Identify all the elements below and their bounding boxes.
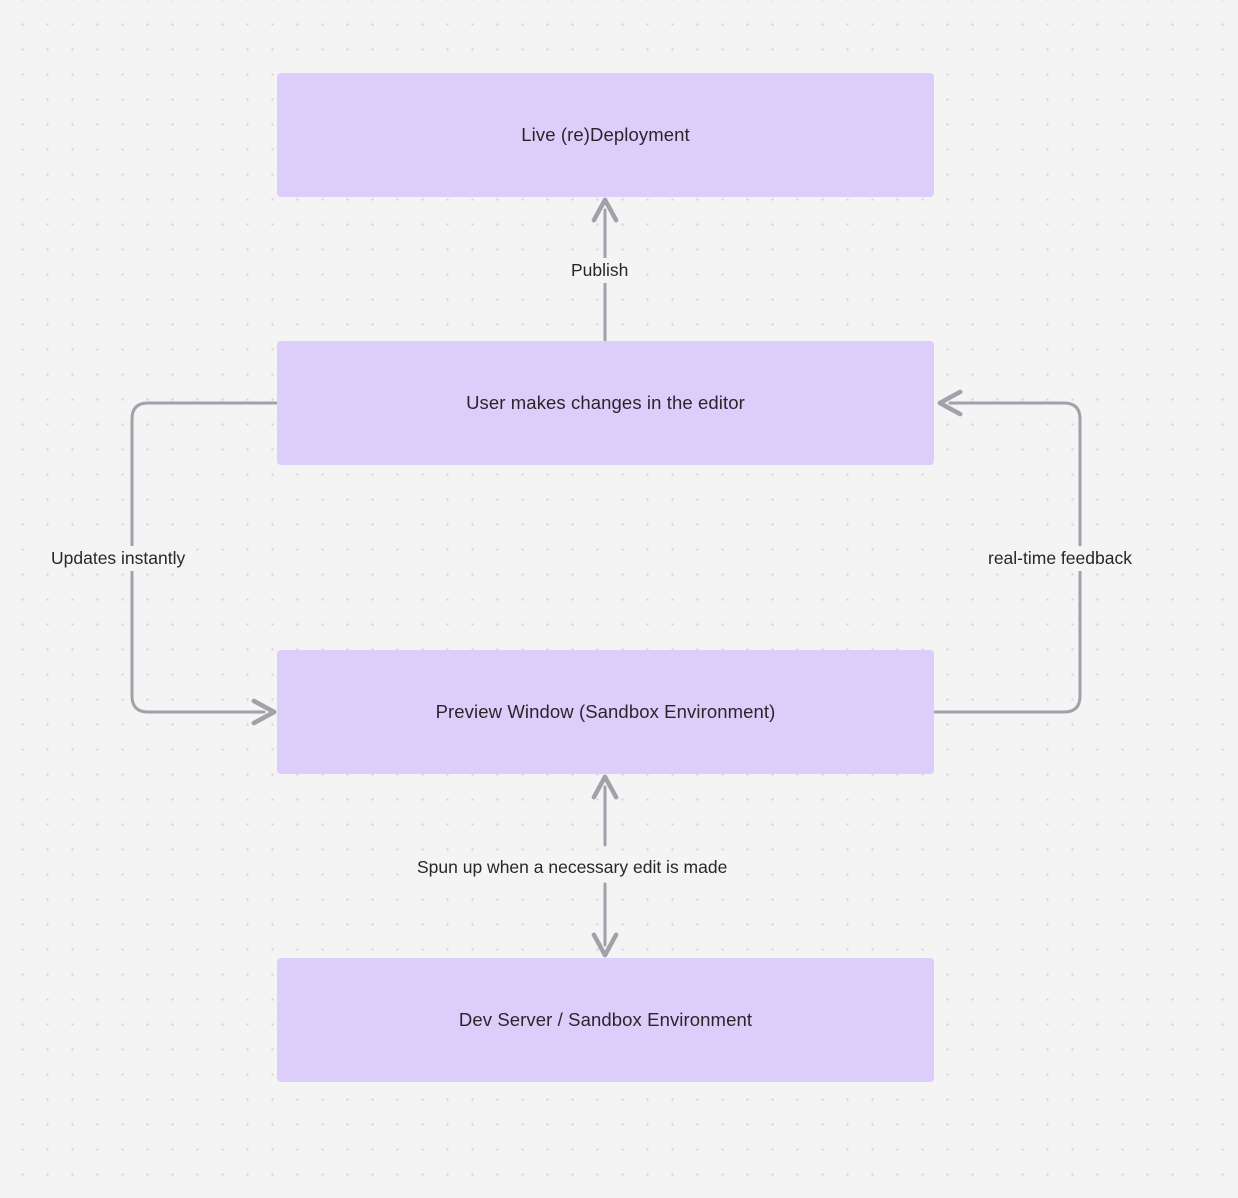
node-label: Live (re)Deployment — [521, 124, 690, 145]
node-dev-server-sandbox[interactable] — [277, 958, 934, 1082]
node-live-redeployment[interactable] — [277, 73, 934, 197]
node-label: User makes changes in the editor — [466, 392, 745, 413]
edge-label-updates-instantly: Updates instantly — [45, 546, 191, 571]
edge-label-spun-up: Spun up when a necessary edit is made — [411, 855, 733, 880]
node-label: Preview Window (Sandbox Environment) — [435, 701, 776, 722]
node-label: Dev Server / Sandbox Environment — [458, 1009, 753, 1030]
edge-label-publish: Publish — [565, 258, 634, 283]
edge-label-real-time-feedback: real-time feedback — [982, 546, 1138, 571]
node-user-makes-changes[interactable] — [277, 341, 934, 465]
node-preview-window[interactable] — [277, 650, 934, 774]
